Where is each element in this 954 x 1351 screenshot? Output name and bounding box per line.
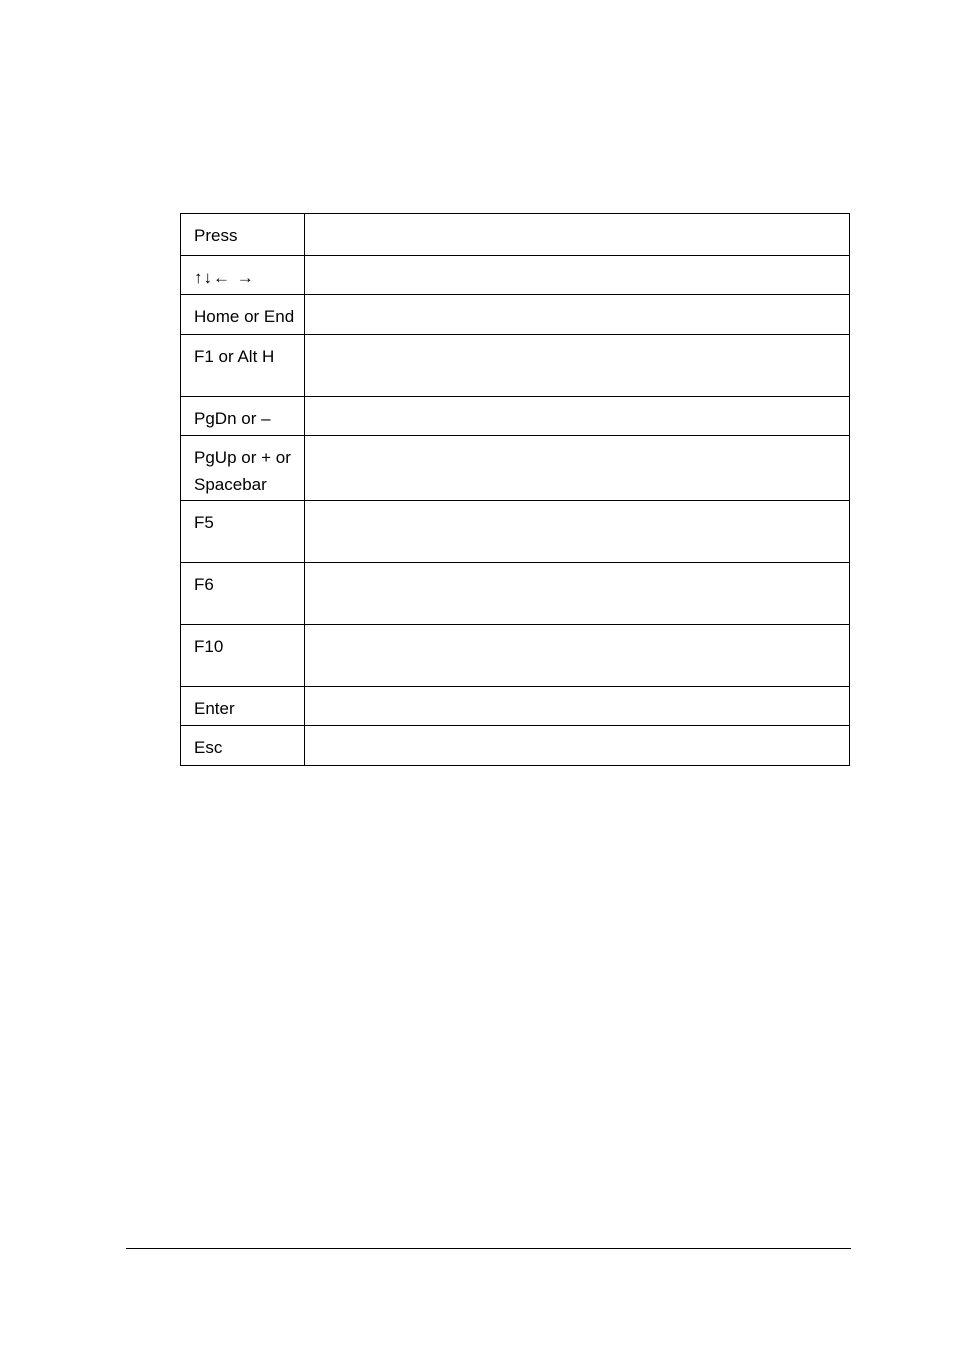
description-cell [305, 563, 850, 625]
description-cell [305, 436, 850, 501]
table-row [181, 436, 850, 501]
table-row [181, 256, 850, 295]
key-cell-enter: Enter [181, 687, 305, 726]
table-row [181, 563, 850, 625]
table-row [181, 687, 850, 726]
key-cell-f10: F10 [181, 625, 305, 687]
table-row [181, 295, 850, 335]
description-cell [305, 501, 850, 563]
key-cell-arrows: ↑↓← → [181, 256, 305, 295]
description-cell [305, 625, 850, 687]
description-cell [305, 335, 850, 397]
footer-divider [126, 1248, 851, 1249]
description-cell [305, 397, 850, 436]
description-cell [305, 295, 850, 335]
header-press-cell: Press [181, 214, 305, 256]
description-cell [305, 726, 850, 766]
table-header-row [181, 214, 850, 256]
key-cell-pgdn: PgDn or – [181, 397, 305, 436]
description-cell [305, 687, 850, 726]
header-description-cell [305, 214, 850, 256]
table-row [181, 501, 850, 563]
key-cell-f1: F1 or Alt H [181, 335, 305, 397]
keyboard-commands-table [180, 213, 850, 766]
table-row [181, 726, 850, 766]
table-row [181, 625, 850, 687]
table-row [181, 397, 850, 436]
key-cell-esc: Esc [181, 726, 305, 766]
description-cell [305, 256, 850, 295]
key-cell-f6: F6 [181, 563, 305, 625]
key-cell-home-end: Home or End [181, 295, 305, 335]
table-row [181, 335, 850, 397]
key-cell-pgup: PgUp or + or Spacebar [181, 436, 305, 501]
key-cell-f5: F5 [181, 501, 305, 563]
